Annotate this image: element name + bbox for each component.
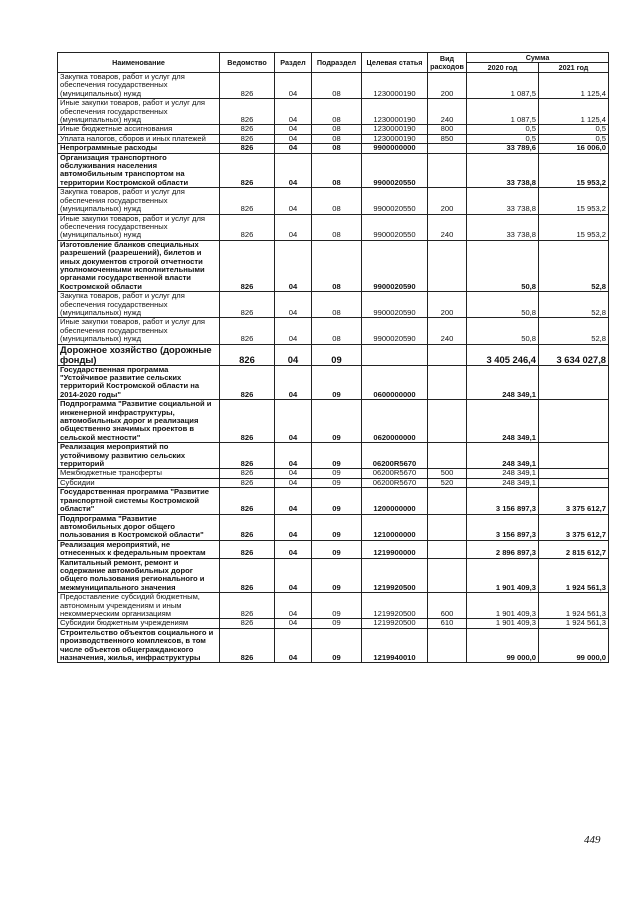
row-subsection: 08 xyxy=(312,99,362,125)
row-name: Реализация мероприятий по устойчивому развитию сельских территорий xyxy=(58,443,220,469)
table-row xyxy=(58,488,609,514)
header-target: Целевая статья xyxy=(362,53,428,73)
row-subsection: 09 xyxy=(312,628,362,663)
row-target: 1219920500 xyxy=(362,593,428,619)
row-amount-2020: 248 349,1 xyxy=(467,365,539,400)
row-expense-type xyxy=(428,540,467,558)
row-subsection: 08 xyxy=(312,134,362,143)
row-name: Реализация мероприятий, не отнесенных к федеральным проектам xyxy=(58,540,220,558)
row-dept: 826 xyxy=(220,443,275,469)
row-subsection: 09 xyxy=(312,593,362,619)
row-section: 04 xyxy=(275,628,312,663)
row-name: Предоставление субсидий бюджетным, автономным учреждениям и иным некоммерческим организациям xyxy=(58,593,220,619)
budget-table xyxy=(57,52,609,663)
row-expense-type: 500 xyxy=(428,469,467,478)
page-number: 449 xyxy=(584,834,601,846)
row-amount-2020: 50,8 xyxy=(467,292,539,318)
row-subsection: 08 xyxy=(312,125,362,134)
table-row xyxy=(58,318,609,344)
row-section: 04 xyxy=(275,514,312,540)
row-amount-2021 xyxy=(539,400,609,443)
table-body xyxy=(58,73,609,663)
row-amount-2020: 50,8 xyxy=(467,318,539,344)
row-target: 1219900000 xyxy=(362,540,428,558)
row-expense-type xyxy=(428,344,467,365)
row-amount-2021: 52,8 xyxy=(539,240,609,291)
row-amount-2020: 33 738,8 xyxy=(467,214,539,240)
row-expense-type xyxy=(428,240,467,291)
row-subsection: 09 xyxy=(312,619,362,628)
row-amount-2020: 99 000,0 xyxy=(467,628,539,663)
row-expense-type: 240 xyxy=(428,99,467,125)
row-target: 06200R5670 xyxy=(362,469,428,478)
row-dept: 826 xyxy=(220,144,275,153)
row-target: 06200R5670 xyxy=(362,478,428,487)
table-row xyxy=(58,144,609,153)
header-dept: Ведомство xyxy=(220,53,275,73)
row-subsection: 09 xyxy=(312,540,362,558)
row-name: Иные закупки товаров, работ и услуг для обеспечения государственных (муниципальных) нужд xyxy=(58,318,220,344)
row-expense-type xyxy=(428,514,467,540)
row-target: 0620000000 xyxy=(362,400,428,443)
row-expense-type: 200 xyxy=(428,292,467,318)
row-dept: 826 xyxy=(220,125,275,134)
row-expense-type xyxy=(428,628,467,663)
row-amount-2021: 16 006,0 xyxy=(539,144,609,153)
row-dept: 826 xyxy=(220,134,275,143)
row-dept: 826 xyxy=(220,73,275,99)
row-expense-type: 600 xyxy=(428,593,467,619)
row-section: 04 xyxy=(275,153,312,188)
row-subsection: 09 xyxy=(312,488,362,514)
row-name: Закупка товаров, работ и услуг для обеспечения государственных (муниципальных) нужд xyxy=(58,73,220,99)
row-name: Подпрограмма "Развитие социальной и инженерной инфраструктуры, автомобильных дорог и реализация общественно значимых проектов в сельской местности" xyxy=(58,400,220,443)
row-amount-2020: 0,5 xyxy=(467,125,539,134)
row-expense-type xyxy=(428,153,467,188)
row-name: Иные закупки товаров, работ и услуг для обеспечения государственных (муниципальных) нужд xyxy=(58,99,220,125)
table-row xyxy=(58,558,609,593)
row-subsection: 08 xyxy=(312,240,362,291)
header-year2: 2021 год xyxy=(539,63,609,73)
row-dept: 826 xyxy=(220,540,275,558)
row-target: 1230000190 xyxy=(362,134,428,143)
row-subsection: 08 xyxy=(312,73,362,99)
row-subsection: 09 xyxy=(312,478,362,487)
row-expense-type xyxy=(428,443,467,469)
budget-page xyxy=(57,52,608,663)
row-section: 04 xyxy=(275,73,312,99)
row-expense-type: 520 xyxy=(428,478,467,487)
row-amount-2020: 33 789,6 xyxy=(467,144,539,153)
row-amount-2021: 1 924 561,3 xyxy=(539,619,609,628)
row-target: 06200R5670 xyxy=(362,443,428,469)
row-amount-2020: 248 349,1 xyxy=(467,400,539,443)
row-section: 04 xyxy=(275,134,312,143)
row-amount-2020: 33 738,8 xyxy=(467,153,539,188)
row-section: 04 xyxy=(275,478,312,487)
row-target: 9900020590 xyxy=(362,240,428,291)
row-section: 04 xyxy=(275,292,312,318)
table-row xyxy=(58,292,609,318)
row-section: 04 xyxy=(275,214,312,240)
row-expense-type: 200 xyxy=(428,188,467,214)
row-name: Иные закупки товаров, работ и услуг для обеспечения государственных (муниципальных) нужд xyxy=(58,214,220,240)
row-name: Субсидии xyxy=(58,478,220,487)
table-row xyxy=(58,214,609,240)
row-amount-2020: 1 087,5 xyxy=(467,73,539,99)
header-section: Раздел xyxy=(275,53,312,73)
row-section: 04 xyxy=(275,365,312,400)
row-amount-2021: 2 815 612,7 xyxy=(539,540,609,558)
row-target: 0600000000 xyxy=(362,365,428,400)
row-expense-type xyxy=(428,400,467,443)
table-row xyxy=(58,478,609,487)
row-subsection: 09 xyxy=(312,400,362,443)
table-row xyxy=(58,469,609,478)
row-expense-type: 610 xyxy=(428,619,467,628)
row-amount-2021: 3 375 612,7 xyxy=(539,488,609,514)
table-row xyxy=(58,593,609,619)
row-name: Закупка товаров, работ и услуг для обеспечения государственных (муниципальных) нужд xyxy=(58,292,220,318)
table-row xyxy=(58,99,609,125)
row-amount-2021: 0,5 xyxy=(539,134,609,143)
row-subsection: 08 xyxy=(312,188,362,214)
row-subsection: 09 xyxy=(312,558,362,593)
table-row xyxy=(58,240,609,291)
table-row xyxy=(58,153,609,188)
row-amount-2020: 33 738,8 xyxy=(467,188,539,214)
row-name: Иные бюджетные ассигнования xyxy=(58,125,220,134)
table-row xyxy=(58,443,609,469)
row-amount-2021: 0,5 xyxy=(539,125,609,134)
row-dept: 826 xyxy=(220,99,275,125)
row-subsection: 08 xyxy=(312,153,362,188)
row-section: 04 xyxy=(275,443,312,469)
row-section: 04 xyxy=(275,99,312,125)
row-name: Изготовление бланков специальных разрешений (разрешений), билетов и иных документов строгой отчетности уполномоченными исполнительными органами государственной власти Костромской области xyxy=(58,240,220,291)
row-subsection: 09 xyxy=(312,514,362,540)
row-target: 9900020550 xyxy=(362,188,428,214)
row-target: 9900000000 xyxy=(362,144,428,153)
row-amount-2020: 0,5 xyxy=(467,134,539,143)
row-dept: 826 xyxy=(220,469,275,478)
row-amount-2020: 248 349,1 xyxy=(467,469,539,478)
row-target: 1230000190 xyxy=(362,99,428,125)
row-amount-2021: 99 000,0 xyxy=(539,628,609,663)
row-dept: 826 xyxy=(220,153,275,188)
row-expense-type: 240 xyxy=(428,318,467,344)
row-name: Организация транспортного обслуживания населения автомобильным транспортом на территории Костромской области xyxy=(58,153,220,188)
row-amount-2021 xyxy=(539,443,609,469)
row-subsection: 09 xyxy=(312,365,362,400)
row-amount-2021: 15 953,2 xyxy=(539,214,609,240)
row-subsection: 08 xyxy=(312,292,362,318)
row-amount-2020: 50,8 xyxy=(467,240,539,291)
row-amount-2020: 1 901 409,3 xyxy=(467,558,539,593)
row-dept: 826 xyxy=(220,292,275,318)
row-name: Непрограммные расходы xyxy=(58,144,220,153)
row-expense-type xyxy=(428,558,467,593)
row-name: Дорожное хозяйство (дорожные фонды) xyxy=(58,344,220,365)
table-row xyxy=(58,344,609,365)
row-section: 04 xyxy=(275,488,312,514)
row-section: 04 xyxy=(275,318,312,344)
row-amount-2021: 52,8 xyxy=(539,318,609,344)
header-expense-type: Вид расходов xyxy=(428,53,467,73)
row-expense-type xyxy=(428,144,467,153)
row-subsection: 09 xyxy=(312,443,362,469)
row-amount-2021: 3 375 612,7 xyxy=(539,514,609,540)
row-target: 1200000000 xyxy=(362,488,428,514)
row-subsection: 09 xyxy=(312,344,362,365)
row-target: 1230000190 xyxy=(362,73,428,99)
table-row xyxy=(58,514,609,540)
row-section: 04 xyxy=(275,144,312,153)
row-target: 9900020590 xyxy=(362,318,428,344)
row-amount-2021 xyxy=(539,478,609,487)
table-row xyxy=(58,125,609,134)
row-amount-2021 xyxy=(539,469,609,478)
row-target: 9900020590 xyxy=(362,292,428,318)
row-subsection: 08 xyxy=(312,144,362,153)
row-dept: 826 xyxy=(220,593,275,619)
row-expense-type: 850 xyxy=(428,134,467,143)
row-subsection: 08 xyxy=(312,214,362,240)
row-dept: 826 xyxy=(220,400,275,443)
row-dept: 826 xyxy=(220,240,275,291)
table-row xyxy=(58,619,609,628)
header-name: Наименование xyxy=(58,53,220,73)
row-name: Межбюджетные трансферты xyxy=(58,469,220,478)
row-amount-2021: 15 953,2 xyxy=(539,188,609,214)
row-target: 1230000190 xyxy=(362,125,428,134)
row-target: 9900020550 xyxy=(362,153,428,188)
table-row xyxy=(58,134,609,143)
row-amount-2020: 1 087,5 xyxy=(467,99,539,125)
row-amount-2020: 248 349,1 xyxy=(467,478,539,487)
row-name: Государственная программа "Развитие транспортной системы Костромской области" xyxy=(58,488,220,514)
row-expense-type xyxy=(428,488,467,514)
row-amount-2020: 3 156 897,3 xyxy=(467,514,539,540)
row-amount-2020: 2 896 897,3 xyxy=(467,540,539,558)
row-section: 04 xyxy=(275,400,312,443)
table-row xyxy=(58,540,609,558)
row-dept: 826 xyxy=(220,344,275,365)
row-name: Государственная программа "Устойчивое развитие сельских территорий Костромской области на 2014-2020 годы" xyxy=(58,365,220,400)
row-target: 1210000000 xyxy=(362,514,428,540)
row-section: 04 xyxy=(275,188,312,214)
row-expense-type: 240 xyxy=(428,214,467,240)
row-target: 9900020550 xyxy=(362,214,428,240)
row-amount-2020: 248 349,1 xyxy=(467,443,539,469)
row-target: 1219920500 xyxy=(362,558,428,593)
row-expense-type: 800 xyxy=(428,125,467,134)
row-amount-2020: 1 901 409,3 xyxy=(467,593,539,619)
row-dept: 826 xyxy=(220,214,275,240)
row-name: Субсидии бюджетным учреждениям xyxy=(58,619,220,628)
table-row xyxy=(58,365,609,400)
row-amount-2021: 3 634 027,8 xyxy=(539,344,609,365)
row-section: 04 xyxy=(275,125,312,134)
header-sum: Сумма xyxy=(467,53,609,63)
row-amount-2021: 1 125,4 xyxy=(539,99,609,125)
row-section: 04 xyxy=(275,240,312,291)
row-dept: 826 xyxy=(220,628,275,663)
header-subsection: Подраздел xyxy=(312,53,362,73)
row-name: Уплата налогов, сборов и иных платежей xyxy=(58,134,220,143)
row-amount-2020: 1 901 409,3 xyxy=(467,619,539,628)
row-target: 1219920500 xyxy=(362,619,428,628)
table-row xyxy=(58,73,609,99)
row-name: Строительство объектов социального и производственного комплексов, в том числе объектов общегражданского назначения, жилья, инфраструктуры xyxy=(58,628,220,663)
row-amount-2021: 15 953,2 xyxy=(539,153,609,188)
row-dept: 826 xyxy=(220,318,275,344)
row-name: Капитальный ремонт, ремонт и содержание автомобильных дорог общего пользования регионального и межмуниципального значения xyxy=(58,558,220,593)
header-year1: 2020 год xyxy=(467,63,539,73)
row-amount-2021: 52,8 xyxy=(539,292,609,318)
row-section: 04 xyxy=(275,469,312,478)
row-amount-2020: 3 405 246,4 xyxy=(467,344,539,365)
row-expense-type xyxy=(428,365,467,400)
row-dept: 826 xyxy=(220,619,275,628)
row-amount-2021: 1 924 561,3 xyxy=(539,593,609,619)
row-dept: 826 xyxy=(220,514,275,540)
row-dept: 826 xyxy=(220,478,275,487)
row-section: 04 xyxy=(275,540,312,558)
row-dept: 826 xyxy=(220,365,275,400)
row-subsection: 09 xyxy=(312,469,362,478)
row-section: 04 xyxy=(275,558,312,593)
row-section: 04 xyxy=(275,593,312,619)
row-amount-2021: 1 125,4 xyxy=(539,73,609,99)
table-row xyxy=(58,400,609,443)
row-amount-2020: 3 156 897,3 xyxy=(467,488,539,514)
row-dept: 826 xyxy=(220,558,275,593)
row-section: 04 xyxy=(275,344,312,365)
row-dept: 826 xyxy=(220,188,275,214)
row-amount-2021 xyxy=(539,365,609,400)
row-expense-type: 200 xyxy=(428,73,467,99)
row-name: Закупка товаров, работ и услуг для обеспечения государственных (муниципальных) нужд xyxy=(58,188,220,214)
row-target xyxy=(362,344,428,365)
row-subsection: 08 xyxy=(312,318,362,344)
row-name: Подпрограмма "Развитие автомобильных дорог общего пользования в Костромской области" xyxy=(58,514,220,540)
row-target: 1219940010 xyxy=(362,628,428,663)
row-amount-2021: 1 924 561,3 xyxy=(539,558,609,593)
row-section: 04 xyxy=(275,619,312,628)
table-row xyxy=(58,628,609,663)
table-row xyxy=(58,188,609,214)
row-dept: 826 xyxy=(220,488,275,514)
